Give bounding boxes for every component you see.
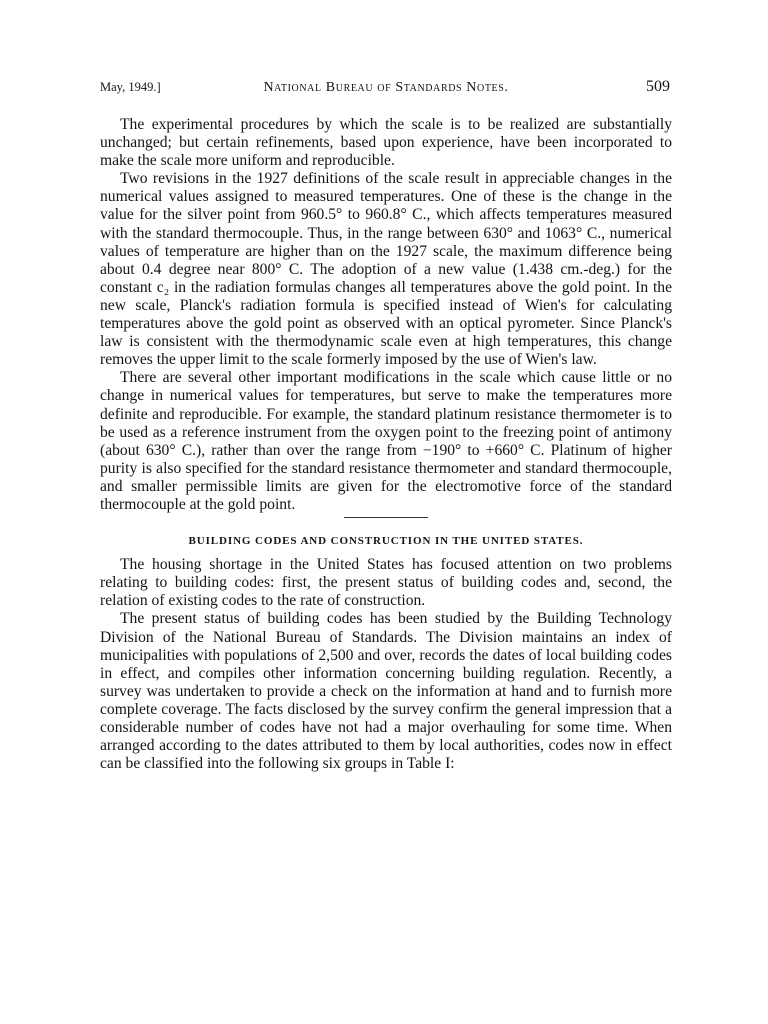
paragraph-housing-shortage: The housing shortage in the United States has focused attention on two problems relating to building codes: first, the present status of building codes and, second, the relation of existing codes to the rate of construction. xyxy=(100,556,672,610)
page xyxy=(100,76,672,773)
paragraph-scale-procedures: The experimental procedures by which the scale is to be realized are substantially unchanged; but certain refinements, based upon experience, have been incorporated to make the scale more uniform and reproducible. xyxy=(100,116,672,170)
paragraph-modifications: There are several other important modifications in the scale which cause little or no change in numerical values for temperatures, but serve to make the temperatures more definite and reproducible. For example, the standard platinum resistance thermometer is to be used as a reference instrument from the oxygen point to the freezing point of antimony (about 630° C.), rather than over the range from −190° to +660° C. Platinum of higher purity is also specified for the standard resistance thermometer and standard thermocouple, and smaller permissible limits are given for the electromotive force of the standard thermocouple at the gold point. xyxy=(100,369,672,513)
article-body xyxy=(100,116,672,773)
journal-title: National Bureau of Standards Notes. xyxy=(263,80,509,95)
page-number: 509 xyxy=(646,78,670,95)
section-heading: BUILDING CODES AND CONSTRUCTION IN THE UNITED STATES. xyxy=(188,535,584,548)
section-divider xyxy=(344,517,428,518)
paragraph-code-status: The present status of building codes has been studied by the Building Technology Division of the National Bureau of Standards. The Division maintains an index of municipalities with populations of 2,500 and over, records the dates of local building codes in effect, and compiles other information concerning building regulation. Recently, a survey was undertaken to provide a check on the information at hand and to furnish more complete coverage. The facts disclosed by the survey confirm the general impression that a considerable number of codes have not had a major overhauling for some time. When arranged according to the dates attributed to them by local authorities, codes now in effect can be classified into the following six groups in Table I: xyxy=(100,610,672,773)
paragraph-revisions: Two revisions in the 1927 definitions of the scale result in appreciable changes in the numerical values assigned to measured temperatures. One of these is the change in the value for the silver point from 960.5° to 960.8° C., which affects temperatures measured with the standard thermocouple. Thus, in the range between 630° and 1063° C., numerical values of temperature are higher than on the 1927 scale, the maximum difference being about 0.4 degree near 800° C. The adoption of a new value (1.438 cm.-deg.) for the constant c₂ in the radiation formulas changes all temperatures above the gold point. In the new scale, Planck's radiation formula is specified instead of Wien's for calculating temperatures above the gold point as observed with an optical pyrometer. Since Planck's law is consistent with the thermodynamic scale even at high temperatures, this change removes the upper limit to the scale formerly imposed by the use of Wien's law. xyxy=(100,170,672,369)
section-body xyxy=(100,556,672,773)
issue-date: May, 1949.] xyxy=(100,80,161,94)
running-head xyxy=(100,76,672,102)
